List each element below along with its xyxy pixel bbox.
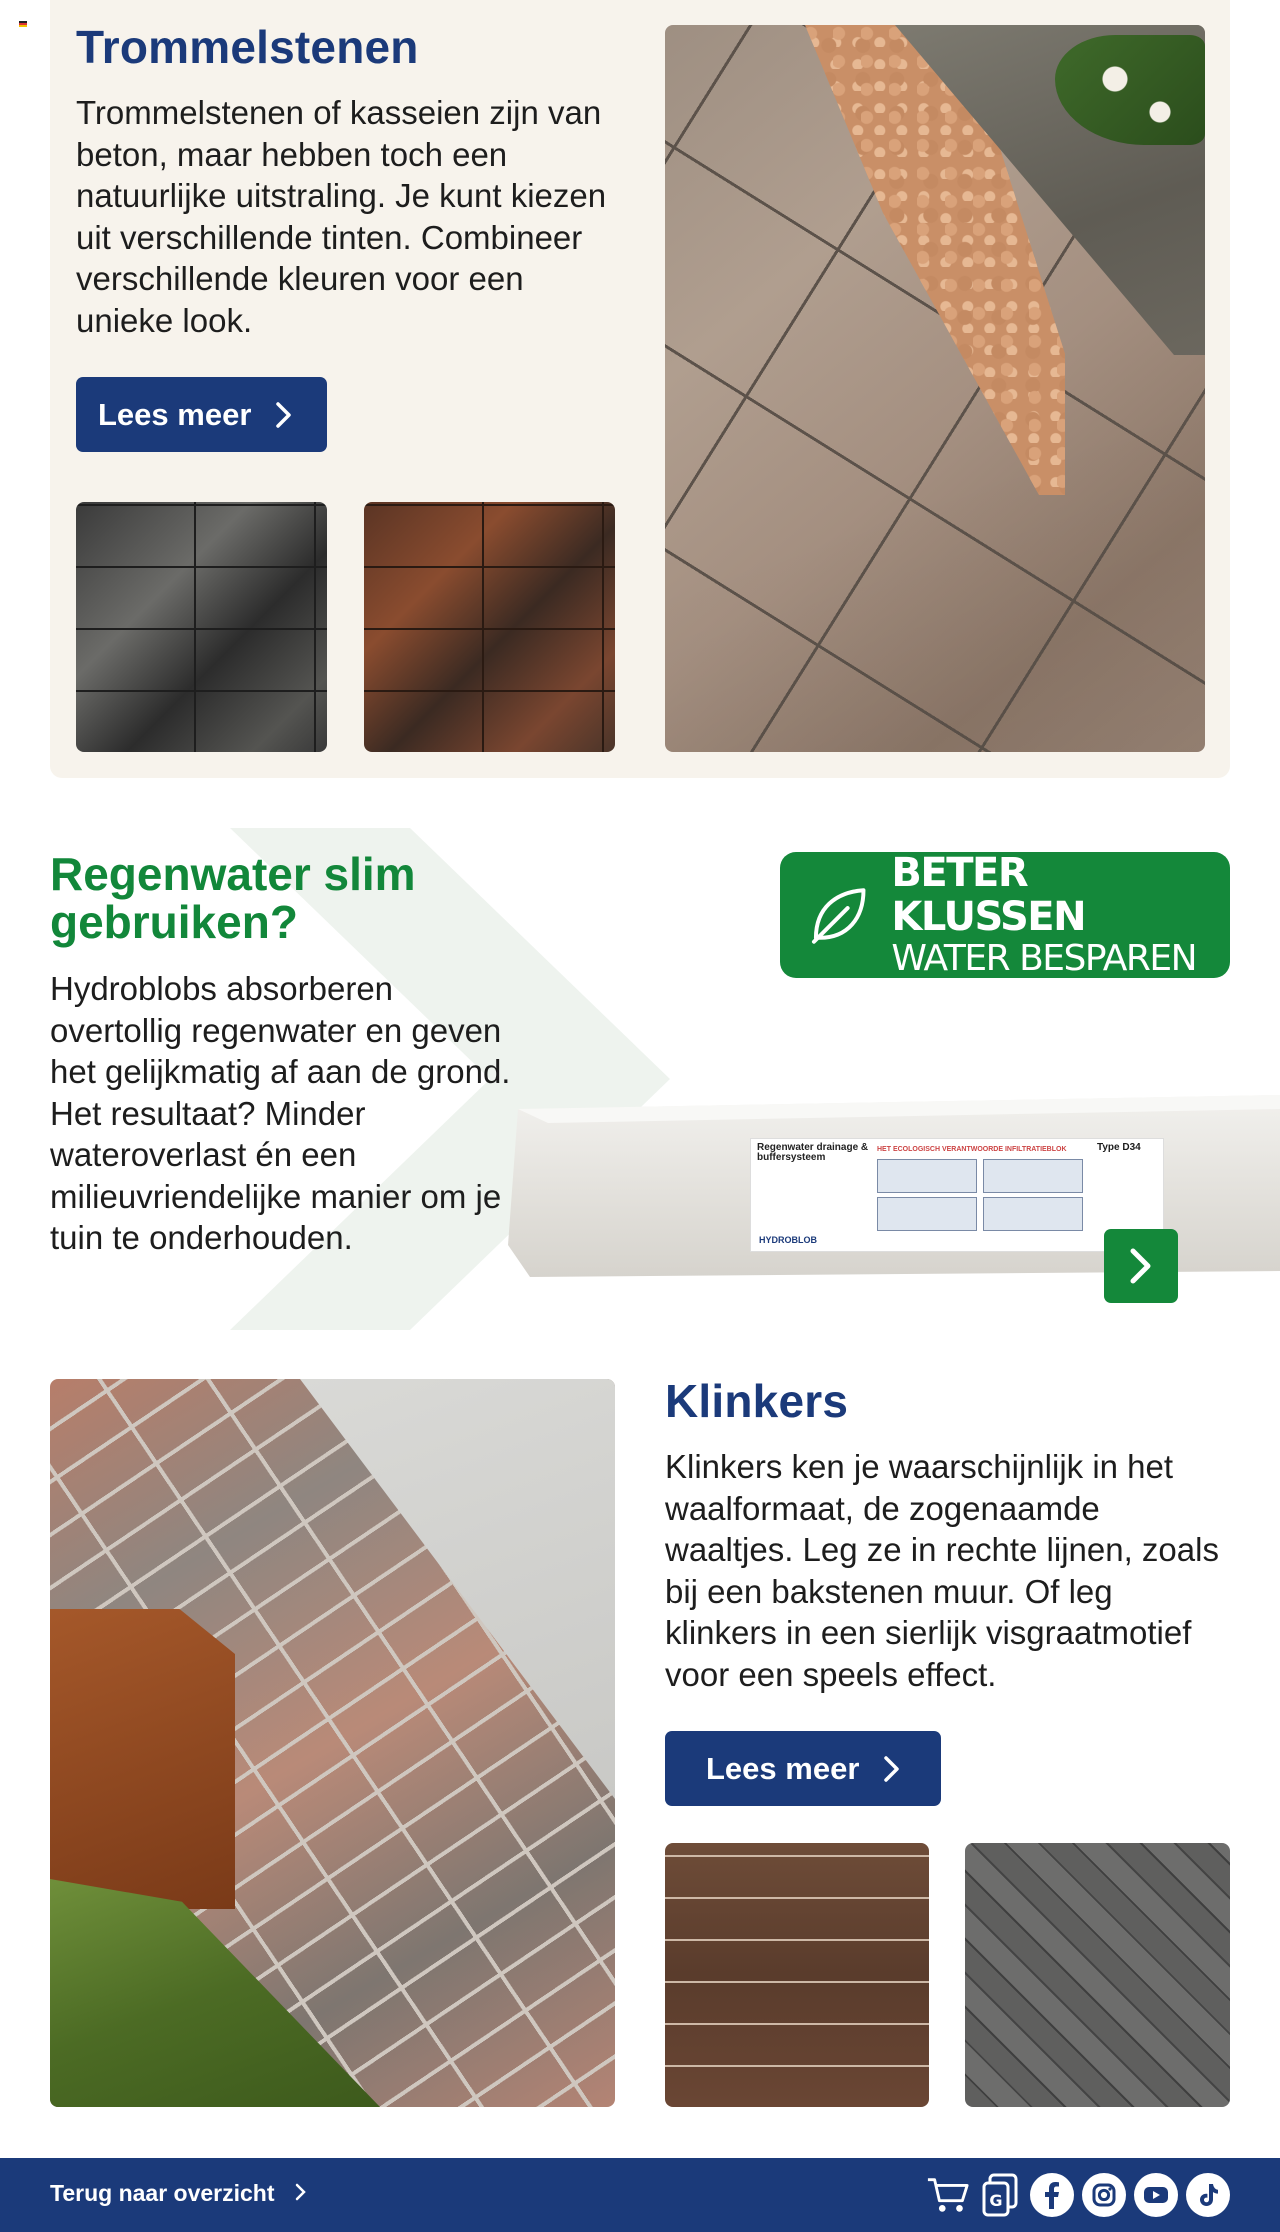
trommelstenen-text: Trommelstenen of kasseien zijn van beton, maar hebben toch een natuurlijke uitstraling. Je kunt kiezen uit verschillende tinten. Combineer verschillende kleuren voor een unieke look. bbox=[76, 94, 607, 339]
product-label-type: Type D34 bbox=[1097, 1142, 1141, 1153]
footer-bar bbox=[0, 2158, 1280, 2232]
instagram-icon[interactable] bbox=[1082, 2173, 1126, 2217]
back-to-overview-link[interactable] bbox=[50, 2180, 307, 2207]
youtube-icon[interactable] bbox=[1134, 2173, 1178, 2217]
trommelsteen-grey-swatch[interactable] bbox=[76, 502, 327, 752]
trommelstenen-title: Trommelstenen bbox=[76, 21, 419, 73]
regenwater-next-button[interactable] bbox=[1104, 1229, 1178, 1303]
regenwater-text: Hydroblobs absorberen overtollig regenwater en geven het gelijkmatig af aan de grond. Het resultaat? Minder wateroverlast én een milieuvriendelijke manier om je tuin te onderhouden. bbox=[50, 970, 511, 1256]
flag-icon bbox=[19, 21, 27, 27]
trommelstenen-lees-meer-button[interactable] bbox=[76, 377, 327, 452]
klinker-herringbone-swatch[interactable] bbox=[965, 1843, 1230, 2107]
beter-klussen-badge bbox=[780, 852, 1230, 978]
klinker-brown-swatch[interactable] bbox=[665, 1843, 929, 2107]
facebook-icon[interactable] bbox=[1030, 2173, 1074, 2217]
footer-icons bbox=[926, 2173, 1230, 2217]
badge-line-1: BETER KLUSSEN bbox=[891, 850, 1086, 940]
product-label-header: HET ECOLOGISCH VERANTWOORDE INFILTRATIEBLOK bbox=[877, 1146, 1067, 1153]
klinkers-photo bbox=[50, 1379, 615, 2107]
trommelsteen-brown-swatch[interactable] bbox=[364, 502, 615, 752]
product-label-title: Regenwater drainage & buffersysteem bbox=[757, 1142, 869, 1163]
button-label: Lees meer bbox=[706, 1750, 860, 1786]
product-brand: HYDROBLOB bbox=[759, 1235, 817, 1245]
badge-line-2: WATER BESPAREN bbox=[891, 938, 1197, 979]
back-to-overview-label: Terug naar overzicht bbox=[50, 2180, 275, 2206]
klinkers-lees-meer-button[interactable] bbox=[665, 1731, 941, 1806]
tiktok-icon[interactable] bbox=[1186, 2173, 1230, 2217]
chevron-right-icon bbox=[295, 2180, 307, 2207]
trommelstenen-photo bbox=[665, 25, 1205, 752]
chevron-right-icon bbox=[879, 1756, 905, 1782]
button-label: Lees meer bbox=[98, 396, 252, 432]
gift-card-icon[interactable] bbox=[978, 2173, 1022, 2217]
chevron-right-icon bbox=[1126, 1246, 1156, 1286]
klinkers-title: Klinkers bbox=[665, 1375, 849, 1427]
product-label bbox=[750, 1138, 1164, 1252]
klinkers-text: Klinkers ken je waarschijnlijk in het waalformaat, de zogenaamde waaltjes. Leg ze in rechte lijnen, zoals bij een bakstenen muur. Of leg klinkers in een sierlijk visgraatmotief voor een speels effect. bbox=[665, 1448, 1219, 1693]
svg-text:G: G bbox=[989, 2191, 1003, 2210]
regenwater-title: Regenwater slim gebruiken? bbox=[50, 848, 416, 948]
cart-icon[interactable] bbox=[926, 2173, 970, 2217]
leaf-icon bbox=[808, 884, 869, 946]
chevron-right-icon bbox=[271, 402, 297, 428]
